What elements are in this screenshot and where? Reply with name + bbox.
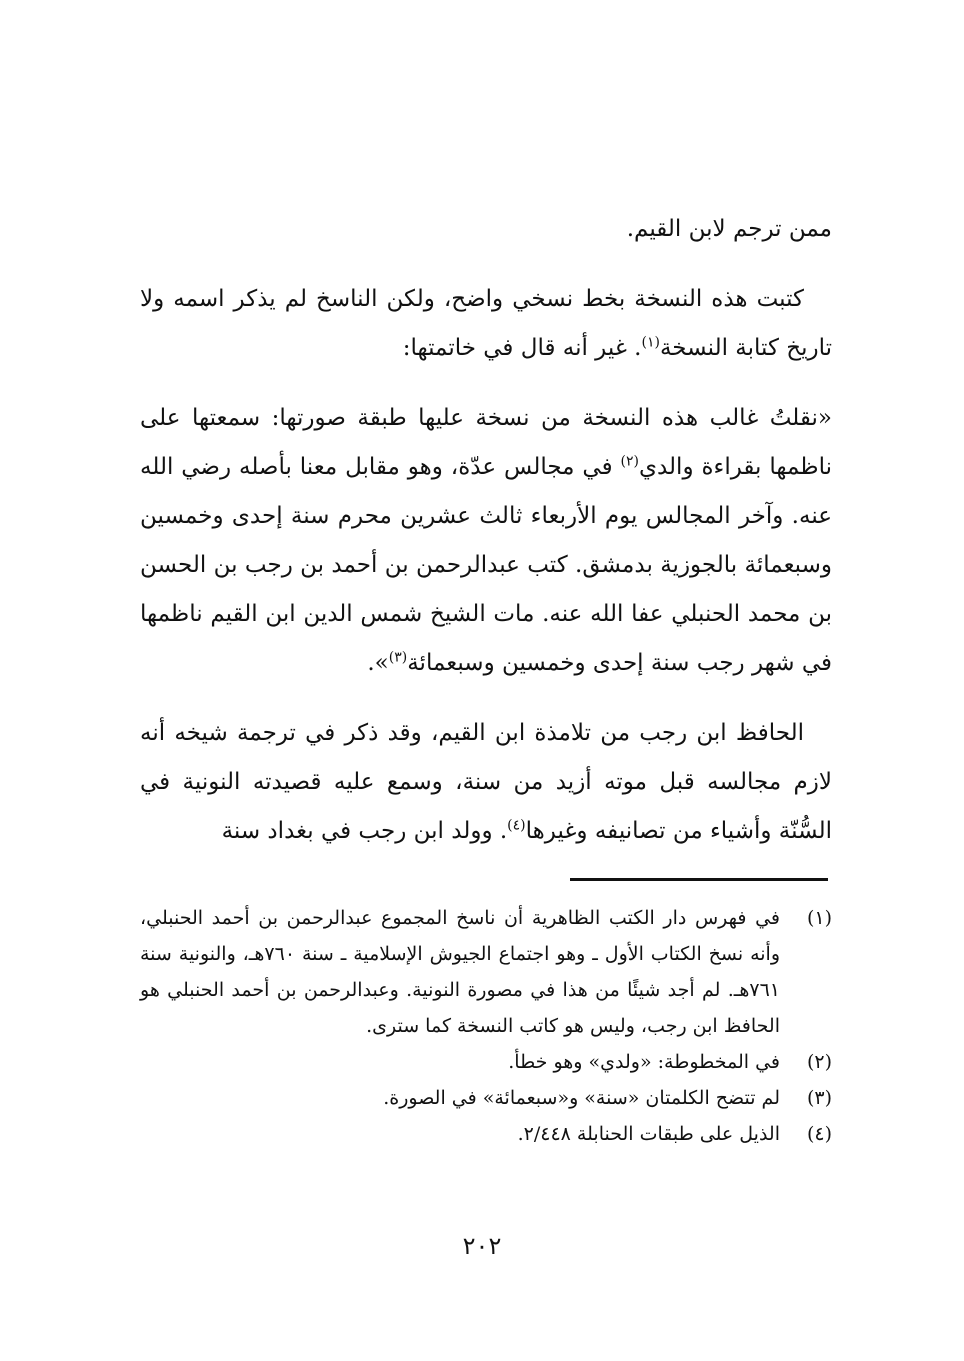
paragraph-3-text-b: في مجالس عدّة، وهو مقابل معنا بأصله رضي الله عنه. وآخر المجالس يوم الأربعاء ثالث عشرين محرم سنة إحدى وخمسين وسبعمائة بالجوزية بدمشق. كتب عبدالرحمن بن أحمد بن رجب بن الحسن بن محمد الحنبلي عفا الله عنه. مات الشيخ شمس الدين ابن القيم ناظمها في شهر رجب سنة إحدى وخمسين وسبعمائة bbox=[140, 454, 832, 676]
footnote-ref-2: (٢) bbox=[620, 453, 639, 470]
paragraph-1-text: ممن ترجم لابن القيم. bbox=[626, 216, 832, 242]
paragraph-2-text-b: . غير أنه قال في خاتمتها: bbox=[402, 335, 642, 361]
footnote-ref-4: (٤) bbox=[507, 817, 526, 834]
footnote-text: في فهرس دار الكتب الظاهرية أن ناسخ المجموع عبدالرحمن بن أحمد الحنبلي، وأنه نسخ الكتاب الأول ـ وهو اجتماع الجيوش الإسلامية ـ سنة ٧٦٠هـ، والنونية سنة ٧٦١هـ. لم أجد شيئًا من هذا في مصورة النونية. وعبدالرحمن بن أحمد الحنبلي هو الحافظ ابن رجب، وليس هو كاتب النسخة كما سترى. bbox=[140, 907, 781, 1037]
footnote-number: (١) bbox=[806, 907, 832, 929]
paragraph-3-quote bbox=[140, 394, 832, 688]
paragraph-2 bbox=[140, 275, 832, 373]
footnote-separator bbox=[570, 878, 828, 881]
paragraph-4-text-a: الحافظ ابن رجب من تلامذة ابن القيم، وقد ذكر في ترجمة شيخه أنه لازم مجالسه قبل موته أزيد من سنة، وسمع عليه قصيدته النونية في السُّنّة وأشياء من تصانيفه وغيرها bbox=[140, 720, 832, 844]
main-text bbox=[140, 205, 832, 856]
paragraph-1 bbox=[140, 205, 832, 254]
footnote-3 bbox=[140, 1080, 832, 1116]
footnote-number: (٢) bbox=[806, 1051, 832, 1073]
footnote-text: في المخطوطة: «ولدي» وهو خطأ. bbox=[508, 1051, 780, 1073]
footnote-4 bbox=[140, 1116, 832, 1152]
footnotes bbox=[140, 900, 832, 1152]
footnote-ref-3: (٣) bbox=[388, 649, 408, 666]
footnote-ref-1: (١) bbox=[641, 334, 660, 351]
footnote-1 bbox=[140, 900, 832, 1044]
footnote-number: (٣) bbox=[806, 1087, 832, 1109]
paragraph-3-text-a: «نقلتُ غالب هذه النسخة من نسخة عليها طبقة صورتها: سمعتها على ناظمها بقراءة والدي bbox=[140, 405, 832, 480]
footnote-number: (٤) bbox=[806, 1123, 832, 1145]
paragraph-4-text-b: . وولد ابن رجب في بغداد سنة bbox=[221, 818, 508, 844]
paragraph-3-text-c: ». bbox=[367, 650, 389, 676]
footnote-text: الذيل على طبقات الحنابلة ٢/٤٤٨. bbox=[517, 1123, 780, 1145]
paragraph-4 bbox=[140, 709, 832, 856]
page-number: ٢٠٢ bbox=[462, 1232, 502, 1260]
footnote-text: لم تتضح الكلمتان «سنة» و«سبعمائة» في الصورة. bbox=[383, 1087, 780, 1109]
paragraph-2-text-a: كتبت هذه النسخة بخط نسخي واضح، ولكن الناسخ لم يذكر اسمه ولا تاريخ كتابة النسخة bbox=[140, 286, 832, 361]
footnote-2 bbox=[140, 1044, 832, 1080]
